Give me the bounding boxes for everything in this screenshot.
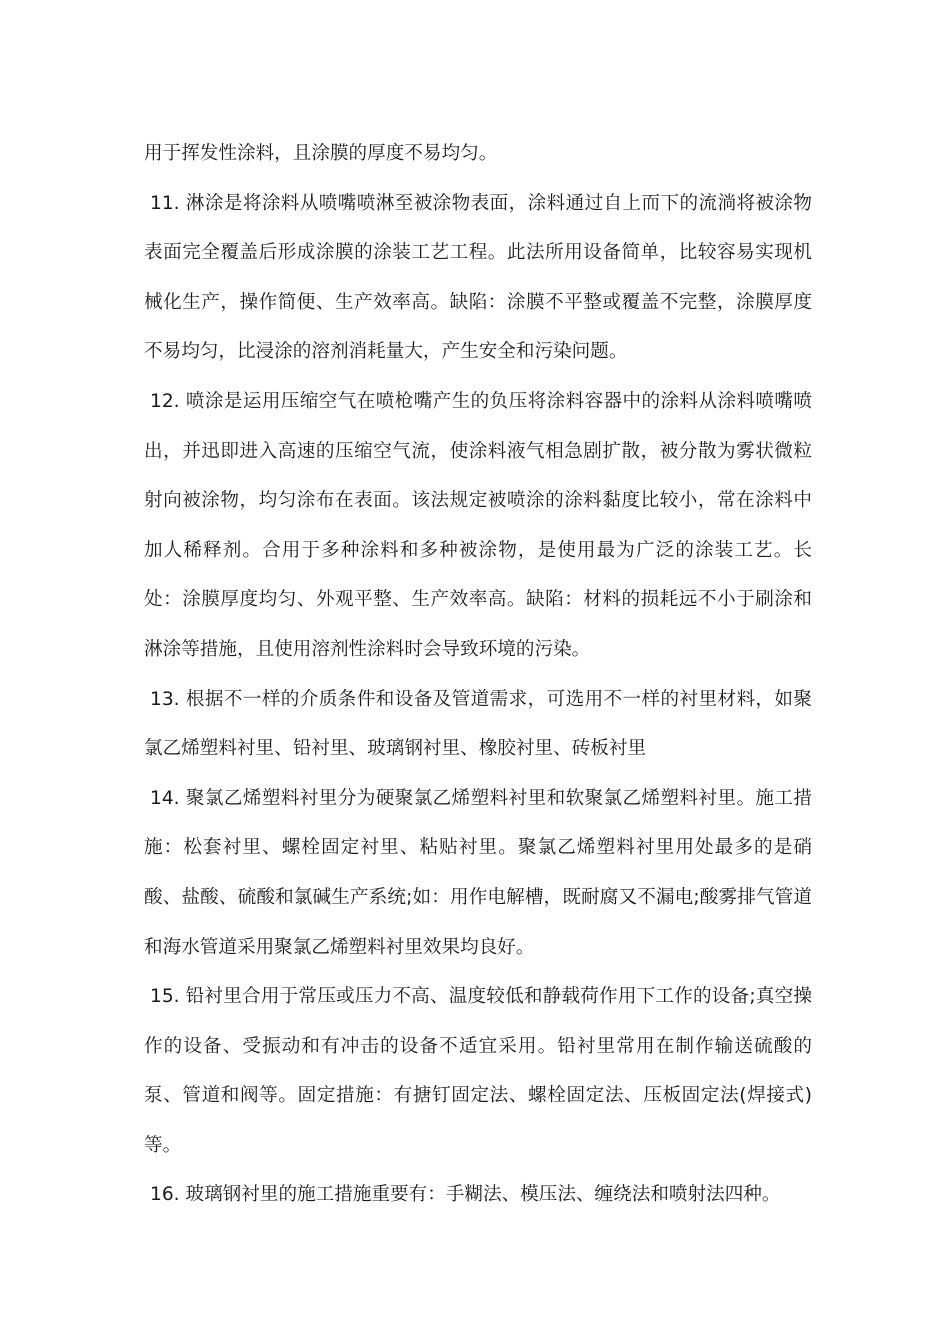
paragraph-item-15: 15. 铅衬里合用于常压或压力不高、温度较低和静载荷作用下工作的设备;真空操作的设备、受振动和有冲击的设备不适宜采用。铅衬里常用在制作输送硫酸的泵、管道和阀等。固定措施：有搪钉固定法、螺栓固定法、压板固定法(焊接式)等。 [144,986,812,1156]
paragraph-item-12: 12. 喷涂是运用压缩空气在喷枪嘴产生的负压将涂料容器中的涂料从涂料喷嘴喷出，并迅即进入高速的压缩空气流，使涂料液气相急剧扩散，被分散为雾状微粒射向被涂物，均匀涂布在表面。该法规定被喷涂的涂料黏度比较小，常在涂料中加人稀释剂。合用于多种涂料和多种被涂物，是使用最为广泛的涂装工艺。长处：涂膜厚度均匀、外观平整、生产效率高。缺陷：材料的损耗远不小于刷涂和淋涂等措施，且使用溶剂性涂料时会导致环境的污染。 [144,390,812,660]
paragraph-item-11: 11. 淋涂是将涂料从喷嘴喷淋至被涂物表面，涂料通过自上而下的流淌将被涂物表面完全覆盖后形成涂膜的涂装工艺工程。此法所用设备简单，比较容易实现机械化生产，操作简便、生产效率高。缺陷：涂膜不平整或覆盖不完整，涂膜厚度不易均匀，比浸涂的溶剂消耗量大，产生安全和污染问题。 [144,192,812,363]
paragraph-continuation: 用于挥发性涂料，且涂膜的厚度不易均匀。 [144,143,498,164]
paragraph-item-16: 16. 玻璃钢衬里的施工措施重要有：手糊法、模压法、缠绕法和喷射法四种。 [150,1184,781,1206]
paragraph-item-14: 14. 聚氯乙烯塑料衬里分为硬聚氯乙烯塑料衬里和软聚氯乙烯塑料衬里。施工措施：松套衬里、螺栓固定衬里、粘贴衬里。聚氯乙烯塑料衬里用处最多的是硝酸、盐酸、硫酸和氯碱生产系统;如：用作电解槽，既耐腐又不漏电;酸雾排气管道和海水管道采用聚氯乙烯塑料衬里效果均良好。 [144,787,812,958]
document-body [144,129,812,1220]
paragraph-item-13: 13. 根据不一样的介质条件和设备及管道需求，可选用不一样的衬里材料，如聚氯乙烯塑料衬里、铅衬里、玻璃钢衬里、橡胶衬里、砖板衬里 [144,688,812,760]
